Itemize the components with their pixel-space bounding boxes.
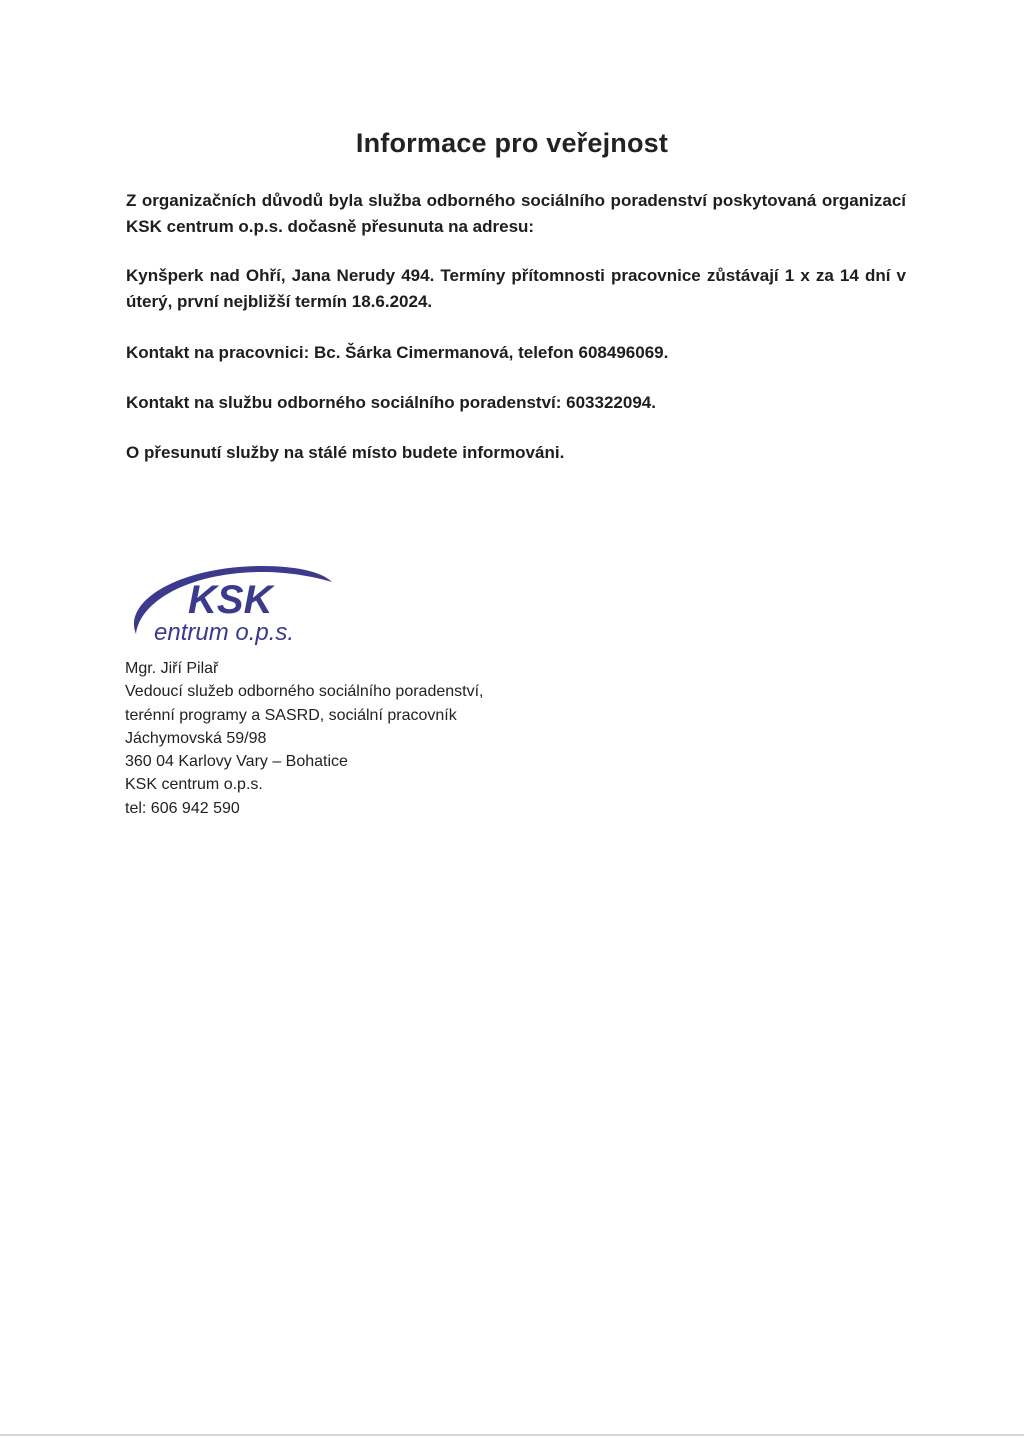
scan-edge-line	[0, 1434, 1024, 1436]
signature-phone: tel: 606 942 590	[125, 799, 240, 817]
signature-name: Mgr. Jiří Pilař	[125, 660, 219, 677]
paragraph-relocation-notice: Z organizačních důvodů byla služba odborného sociálního poradenství poskytovaná organizací KSK centrum o.p.s. dočasně přesunuta na adresu:	[126, 191, 906, 236]
document-title: Informace pro veřejnost	[355, 128, 669, 158]
paragraph-new-address: Kynšperk nad Ohří, Jana Nerudy 494. Termíny přítomnosti pracovnice zůstávají 1 x za 14 dní v úterý, první nejbližší termín 18.6.2024.	[126, 266, 906, 311]
signature-city: 360 04 Karlovy Vary – Bohatice	[125, 753, 348, 771]
signature-block	[125, 657, 483, 820]
paragraph-future-info: O přesunutí služby na stálé místo budete informováni.	[126, 443, 565, 462]
signature-role-line1: Vedoucí služeb odborného sociálního poradenství,	[125, 683, 484, 701]
ksk-centrum-logo	[122, 560, 342, 650]
paragraph-service-contact: Kontakt na službu odborného sociálního poradenství: 603322094.	[126, 393, 656, 412]
signature-role-line2: terénní programy a SASRD, sociální pracovník	[125, 706, 457, 724]
signature-street: Jáchymovská 59/98	[125, 729, 267, 747]
logo-ksk-text: KSK	[188, 578, 273, 622]
signature-org: KSK centrum o.p.s.	[125, 776, 263, 794]
logo-entrum-text: entrum o.p.s.	[154, 619, 295, 646]
paragraph-worker-contact: Kontakt na pracovnici: Bc. Šárka Cimermanová, telefon 608496069.	[126, 343, 669, 362]
